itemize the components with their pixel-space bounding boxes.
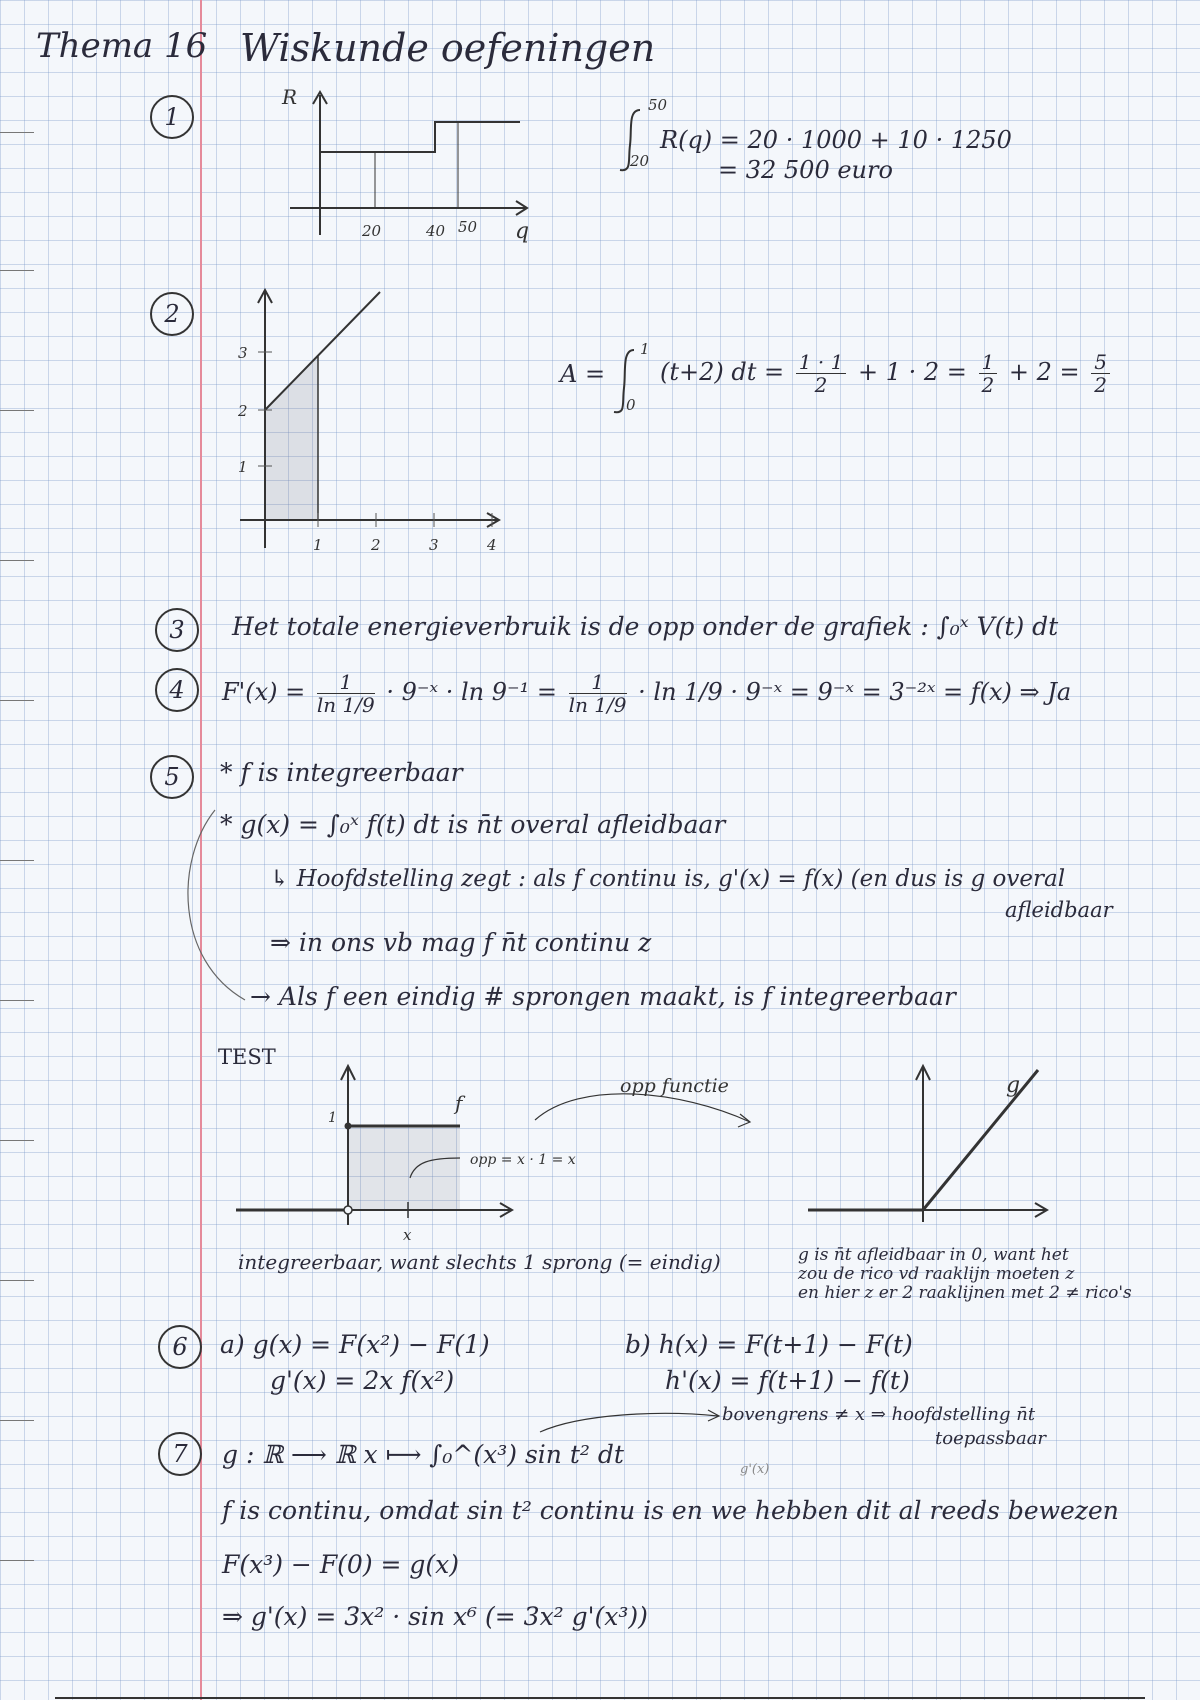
- ex2-ytick: 2: [238, 402, 248, 420]
- frac-bottom: 2: [1094, 373, 1107, 397]
- ex1-tick: 50: [458, 218, 478, 236]
- ex2-xtick: 2: [371, 536, 381, 554]
- ex5-line3b: afleidbaar: [1005, 898, 1113, 922]
- page-title-right: Wiskunde oefeningen: [240, 26, 656, 70]
- ex3-text: [232, 612, 1058, 641]
- ex4-part3: · ln 1/9 · 9⁻ˣ = 9⁻ˣ = 3⁻²ˣ = f(x) ⇒ Ja: [638, 678, 1072, 706]
- ex2-xtick: 4: [487, 536, 497, 554]
- ex5-line1: * f is integreerbaar: [220, 758, 463, 787]
- ex1-line1: R(q) = 20 · 1000 + 10 · 1250: [660, 126, 1012, 154]
- frac-top: 1: [317, 671, 375, 694]
- punch-tick: [0, 1140, 34, 1141]
- ex7-line4: ⇒ g'(x) = 3x² · sin x⁶ (= 3x² g'(x³)): [222, 1602, 648, 1631]
- test-caption-right: [798, 1246, 1132, 1303]
- ex1-line2: = 32 500 euro: [718, 156, 893, 184]
- ex6-a1: a) g(x) = F(x²) − F(1): [220, 1330, 490, 1359]
- ex2-integrand: (t+2) dt: [660, 358, 757, 386]
- punch-tick: [0, 1420, 34, 1421]
- test-label: TEST: [218, 1045, 276, 1069]
- page-bottom-rule: [55, 1697, 1145, 1699]
- ex2-xtick: 3: [429, 536, 439, 554]
- exercise-number: 4: [155, 668, 199, 712]
- punch-tick: [0, 700, 34, 701]
- ex7-line3: F(x³) − F(0) = g(x): [222, 1550, 460, 1579]
- ex2-int-lower: 0: [626, 396, 636, 414]
- frac-top: 1: [569, 671, 627, 694]
- ex6-a2: g'(x) = 2x f(x²): [270, 1366, 455, 1395]
- test-y1: 1: [328, 1110, 337, 1126]
- test-g-label: g: [1006, 1073, 1021, 1098]
- ex5-line5: → Als f een eindig # sprongen maakt, is f integreerbaar: [250, 982, 956, 1011]
- frac-top: 1 · 1: [796, 351, 847, 374]
- frac-bottom: 2: [981, 373, 995, 397]
- ex7-note1: bovengrens ≠ x ⇒ hoofdstelling n̄t: [722, 1404, 1036, 1425]
- ex2-ytick: 3: [238, 344, 248, 362]
- caption-line: en hier z er 2 raaklijnen met 2 ≠ rico's: [798, 1283, 1132, 1303]
- caption-line: zou de rico vd raaklijn moeten z: [798, 1264, 1075, 1284]
- ex1-int-upper: 50: [648, 96, 668, 114]
- ex7-annotation-arrow: [0, 0, 1, 1]
- test-arrow-label: opp functie: [620, 1075, 729, 1097]
- ex2-mid: + 1 · 2 =: [857, 358, 967, 386]
- frac-bottom: ln 1/9: [568, 693, 627, 717]
- ex6-b1: b) h(x) = F(t+1) − F(t): [625, 1330, 913, 1359]
- ex1-tick: 20: [362, 222, 382, 240]
- ex2-plus2: + 2 =: [1008, 358, 1080, 386]
- punch-tick: [0, 132, 34, 133]
- test-opp-label: opp = x · 1 = x: [470, 1152, 576, 1168]
- punch-tick: [0, 860, 34, 861]
- test-f-label: f: [455, 1091, 463, 1115]
- exercise-number: 5: [150, 755, 194, 799]
- ex7-gpx: g'(x): [740, 1462, 770, 1477]
- ex2-equals: =: [764, 358, 785, 386]
- ex7-note2: toepassbaar: [935, 1428, 1047, 1449]
- ex1-tick: 40: [426, 222, 446, 240]
- exercise-number: 3: [155, 608, 199, 652]
- ex3-integral: ∫₀ˣ V(t) dt: [936, 612, 1059, 641]
- ex4-frac2: [569, 671, 627, 716]
- ex4-part2: · 9⁻ˣ · ln 9⁻¹ =: [386, 678, 558, 706]
- ex5-line2: * g(x) = ∫₀ˣ f(t) dt is n̄t overal afleidbaar: [220, 810, 726, 839]
- frac-bottom: ln 1/9: [316, 693, 375, 717]
- caption-line: g is n̄t afleidbaar in 0, want het: [798, 1245, 1069, 1265]
- exercise-number: 6: [158, 1325, 202, 1369]
- ex6-b2: h'(x) = f(t+1) − f(t): [665, 1366, 910, 1395]
- test-x-label: x: [403, 1226, 412, 1244]
- ex7-line2: f is continu, omdat sin t² continu is en we hebben dit al reeds bewezen: [222, 1496, 1119, 1525]
- ex2-ytick: 1: [238, 458, 248, 476]
- ex1-xlabel: q: [515, 219, 530, 244]
- test-caption-left: integreerbaar, want slechts 1 sprong (= eindig): [238, 1250, 721, 1274]
- exercise-number: 1: [150, 95, 194, 139]
- frac-bottom: 2: [814, 373, 828, 397]
- page-title-left: Thema 16: [36, 26, 208, 66]
- punch-tick: [0, 1280, 34, 1281]
- ex2-frac1: [796, 351, 847, 396]
- ex7-line1: g : ℝ ⟶ ℝ x ⟼ ∫₀^(x³) sin t² dt: [222, 1440, 624, 1469]
- ex3-sentence: Het totale energieverbruik is de opp onder de grafiek :: [232, 612, 929, 641]
- punch-tick: [0, 410, 34, 411]
- frac-top: 5: [1091, 351, 1110, 374]
- exercise-number: 2: [150, 292, 194, 336]
- punch-tick: [0, 560, 34, 561]
- ex4-frac1: [317, 671, 375, 716]
- ex4-lhs: F'(x) =: [222, 678, 306, 706]
- exercise-number: 7: [158, 1432, 202, 1476]
- ex4-formula: [222, 668, 1071, 716]
- ex2-xtick: 1: [313, 536, 323, 554]
- ex2-lhs: A =: [560, 360, 606, 388]
- ex2-frac3: [1091, 351, 1110, 396]
- ex1-ylabel: R: [282, 85, 298, 109]
- punch-tick: [0, 1560, 34, 1561]
- ex1-int-lower: 20: [630, 152, 650, 170]
- punch-tick: [0, 270, 34, 271]
- ex2-frac2: [979, 351, 998, 396]
- ex2-int-upper: 1: [640, 340, 650, 358]
- ex5-line3: ↳ Hoofdstelling zegt : als f continu is, g'(x) = f(x) (en dus is g overal: [270, 866, 1066, 892]
- ex5-line4: ⇒ in ons vb mag f n̄t continu z: [270, 928, 652, 957]
- ex2-formula: [660, 348, 1114, 396]
- frac-top: 1: [979, 351, 998, 374]
- punch-tick: [0, 1000, 34, 1001]
